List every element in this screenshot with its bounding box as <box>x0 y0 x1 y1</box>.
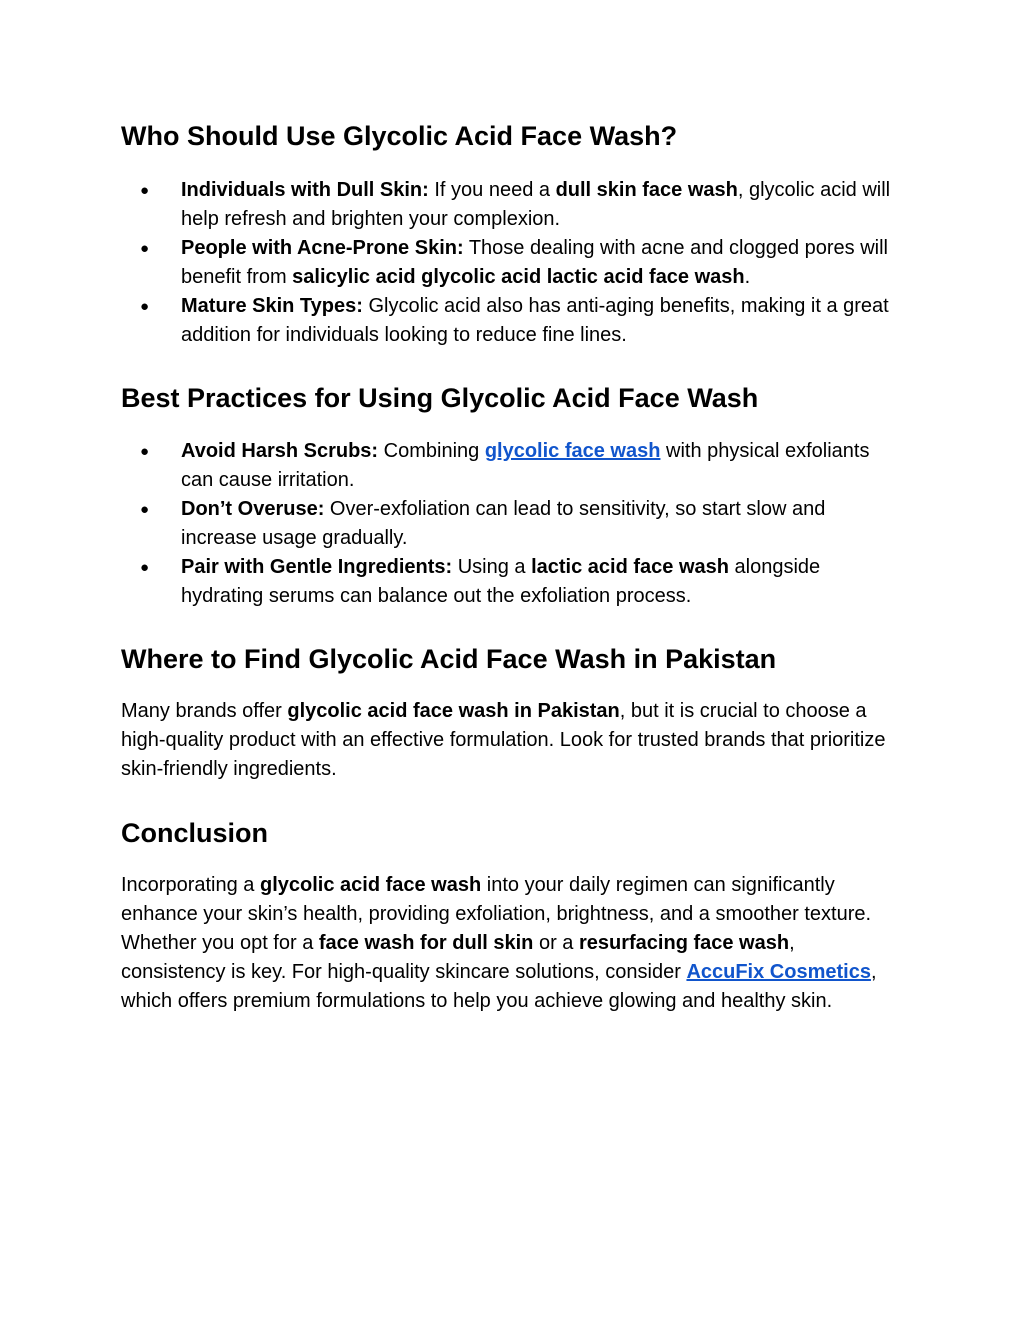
list-item: ● Don’t Overuse: Over-exfoliation can lead to sensitivity, so start slow and increase usage gradually. <box>121 495 901 553</box>
heading-who-should-use: Who Should Use Glycolic Acid Face Wash? <box>121 121 678 151</box>
list-item: ● Individuals with Dull Skin: If you need a dull skin face wash, glycolic acid will help refresh and brighten your complexion. <box>121 176 901 234</box>
bullet-icon: ● <box>140 559 150 576</box>
item-label: Mature Skin Types: <box>181 295 363 317</box>
item-label: Pair with Gentle Ingredients: <box>181 556 453 578</box>
list-item: ● Avoid Harsh Scrubs: Combining glycolic face wash with physical exfoliants can cause irritation. <box>121 437 901 495</box>
list-item: ● Pair with Gentle Ingredients: Using a lactic acid face wash alongside hydrating serums can balance out the exfoliation process. <box>121 553 901 611</box>
best-practices-list <box>121 437 901 611</box>
bullet-icon: ● <box>140 182 150 199</box>
glycolic-face-wash-link[interactable]: glycolic face wash <box>484 440 661 462</box>
item-label: Don’t Overuse: <box>181 498 325 520</box>
item-label: People with Acne-Prone Skin: <box>181 237 464 259</box>
conclusion-paragraph: Incorporating a glycolic acid face wash into your daily regimen can significantly enhance your skin’s health, providing exfoliation, brightness, and a smoother texture. Whether you opt for a face wash for dull skin or a resurfacing face wash, consistency is key. For high-quality skincare solutions, consider AccuFix Cosmetics, which offers premium formulations to help you achieve glowing and healthy skin. <box>121 874 877 1012</box>
bullet-icon: ● <box>140 298 150 315</box>
item-label: Individuals with Dull Skin: <box>181 179 429 201</box>
bullet-icon: ● <box>140 501 150 518</box>
where-to-find-paragraph: Many brands offer glycolic acid face wash in Pakistan, but it is crucial to choose a high-quality product with an effective formulation. Look for trusted brands that prioritize skin-friendly ingredients. <box>121 700 886 780</box>
heading-best-practices: Best Practices for Using Glycolic Acid Face Wash <box>121 383 759 413</box>
who-should-use-list <box>121 176 901 350</box>
heading-conclusion: Conclusion <box>121 818 268 848</box>
bullet-icon: ● <box>140 443 150 460</box>
item-label: Avoid Harsh Scrubs: <box>181 440 379 462</box>
accufix-cosmetics-link[interactable]: AccuFix Cosmetics <box>686 961 871 983</box>
list-item: ● People with Acne-Prone Skin: Those dealing with acne and clogged pores will benefit from salicylic acid glycolic acid lactic acid face wash. <box>121 234 901 292</box>
heading-where-to-find: Where to Find Glycolic Acid Face Wash in Pakistan <box>121 644 777 674</box>
bullet-icon: ● <box>140 240 150 257</box>
list-item: ● Mature Skin Types: Glycolic acid also has anti-aging benefits, making it a great addition for individuals looking to reduce fine lines. <box>121 292 901 350</box>
